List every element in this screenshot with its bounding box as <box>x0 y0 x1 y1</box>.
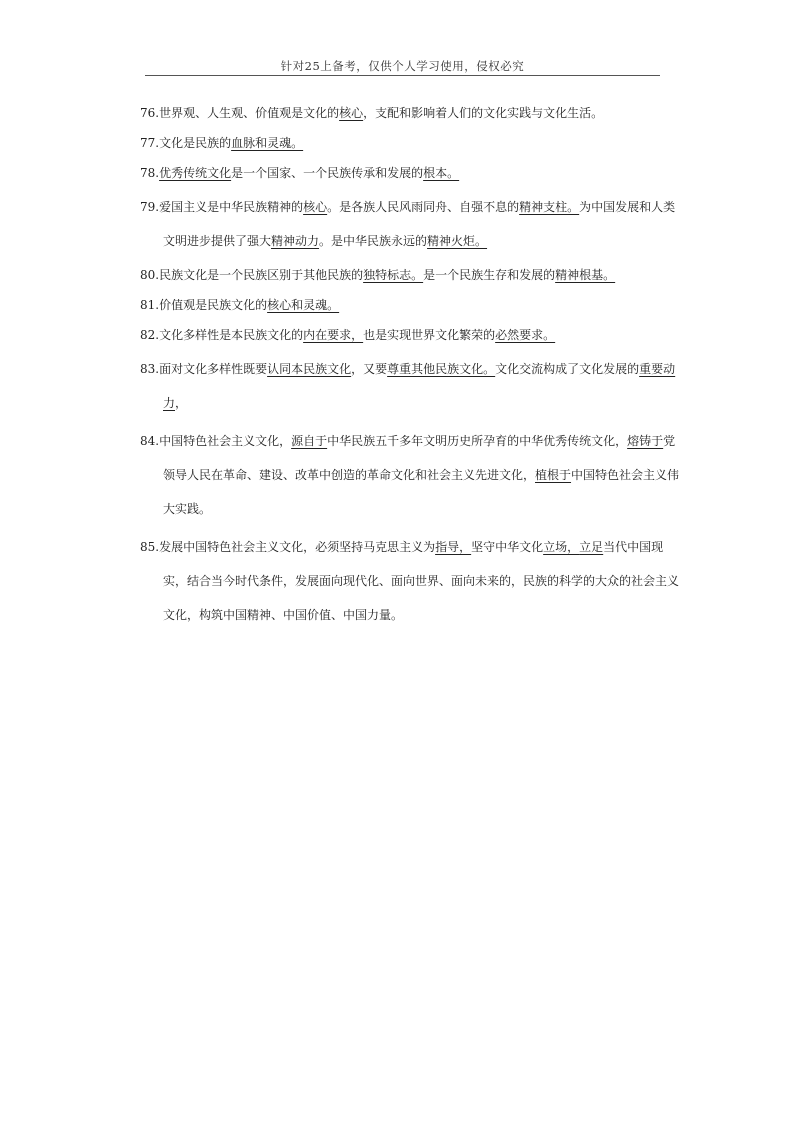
item-number: 76. <box>140 106 160 120</box>
item-text: ， <box>175 396 188 410</box>
item-text: 坚守中华文化 <box>471 540 544 554</box>
item-text: 世界观、人生观、价值观是文化的 <box>159 106 340 120</box>
underlined-keyword: 立场， <box>543 540 580 554</box>
underlined-keyword: 核心 <box>303 200 328 214</box>
underlined-keyword: 独特标志。 <box>363 268 424 282</box>
content-body <box>140 100 685 636</box>
item-number: 77. <box>140 136 160 150</box>
underlined-keyword: 精神根基。 <box>555 268 616 282</box>
list-item <box>140 190 685 258</box>
list-item <box>140 100 685 126</box>
list-item <box>140 292 685 318</box>
item-text: 文化是民族的 <box>159 136 232 150</box>
item-text: 。是中华民族永远的 <box>319 234 428 248</box>
list-item <box>140 424 685 526</box>
item-text: 为中国发展和人类文明进步提供了强大 <box>163 200 676 248</box>
underlined-keyword: 血脉和灵魂。 <box>231 136 304 150</box>
item-number: 84. <box>140 434 160 448</box>
item-text: 当代中国现实，结合当今时代条件，发展面向现代化、面向世界、面向未来的，民族的科学的大众的社会主义文化，构筑中国精神、中国价值、中国力量。 <box>163 540 680 622</box>
item-number: 81. <box>140 298 160 312</box>
item-text: 面对文化多样性既要 <box>159 362 268 376</box>
item-number: 78. <box>140 166 160 180</box>
underlined-keyword: 必然要求。 <box>495 328 556 342</box>
underlined-keyword: 指导， <box>435 540 472 554</box>
list-item <box>140 130 685 156</box>
underlined-keyword: 内在要求， <box>303 328 364 342</box>
item-text: 党领导人民在革命、建设、改革中创造的革命文化和社会主义先进文化， <box>163 434 676 482</box>
item-text: ，又要 <box>351 362 388 376</box>
item-text: 文化交流构成了文化发展的 <box>495 362 640 376</box>
list-item <box>140 322 685 348</box>
underlined-keyword: 核心和灵魂。 <box>267 298 340 312</box>
item-text: 价值观是民族文化的 <box>159 298 268 312</box>
item-text: 是一个民族生存和发展的 <box>423 268 556 282</box>
underlined-keyword: 根本。 <box>423 166 460 180</box>
item-text: 中华民族五千多年文明历史所孕育的中华优秀传统文化， <box>327 434 628 448</box>
underlined-keyword: 精神动力 <box>271 234 320 248</box>
list-item <box>140 530 685 632</box>
list-item <box>140 262 685 288</box>
item-number: 80. <box>140 268 160 282</box>
underlined-keyword: 熔铸于 <box>627 434 664 448</box>
item-number: 79. <box>140 200 160 214</box>
item-text: 中国特色社会主义伟大实践。 <box>163 468 680 516</box>
underlined-keyword: 重要动力 <box>163 362 676 410</box>
list-item <box>140 160 685 186</box>
item-text: ，支配和影响着人们的文化实践与文化生活。 <box>363 106 604 120</box>
item-text: 。是各族人民风雨同舟、自强不息的 <box>327 200 520 214</box>
item-text: 中国特色社会主义文化， <box>159 434 292 448</box>
underlined-keyword: 优秀传统文化 <box>159 166 232 180</box>
underlined-keyword: 核心 <box>339 106 364 120</box>
item-number: 83. <box>140 362 160 376</box>
item-text: 发展中国特色社会主义文化，必须坚持马克思主义为 <box>159 540 436 554</box>
underlined-keyword: 精神支柱。 <box>519 200 580 214</box>
item-number: 82. <box>140 328 160 342</box>
item-text: 是一个国家、一个民族传承和发展的 <box>231 166 424 180</box>
list-item <box>140 352 685 420</box>
underlined-keyword: 植根于 <box>535 468 572 482</box>
page-header: 针对25上备考，仅供个人学习使用，侵权必究 <box>280 59 525 73</box>
item-text: 爱国主义是中华民族精神的 <box>159 200 304 214</box>
underlined-keyword: 源自于 <box>291 434 328 448</box>
underlined-keyword: 认同本民族文化 <box>267 362 352 376</box>
item-text: 民族文化是一个民族区别于其他民族的 <box>159 268 364 282</box>
underlined-keyword: 立足 <box>579 540 604 554</box>
underlined-keyword: 尊重其他民族文化。 <box>387 362 496 376</box>
item-text: 也是实现世界文化繁荣的 <box>363 328 496 342</box>
item-text: 文化多样性是本民族文化的 <box>159 328 304 342</box>
header-rule <box>145 75 660 76</box>
item-number: 85. <box>140 540 160 554</box>
underlined-keyword: 精神火炬。 <box>427 234 488 248</box>
